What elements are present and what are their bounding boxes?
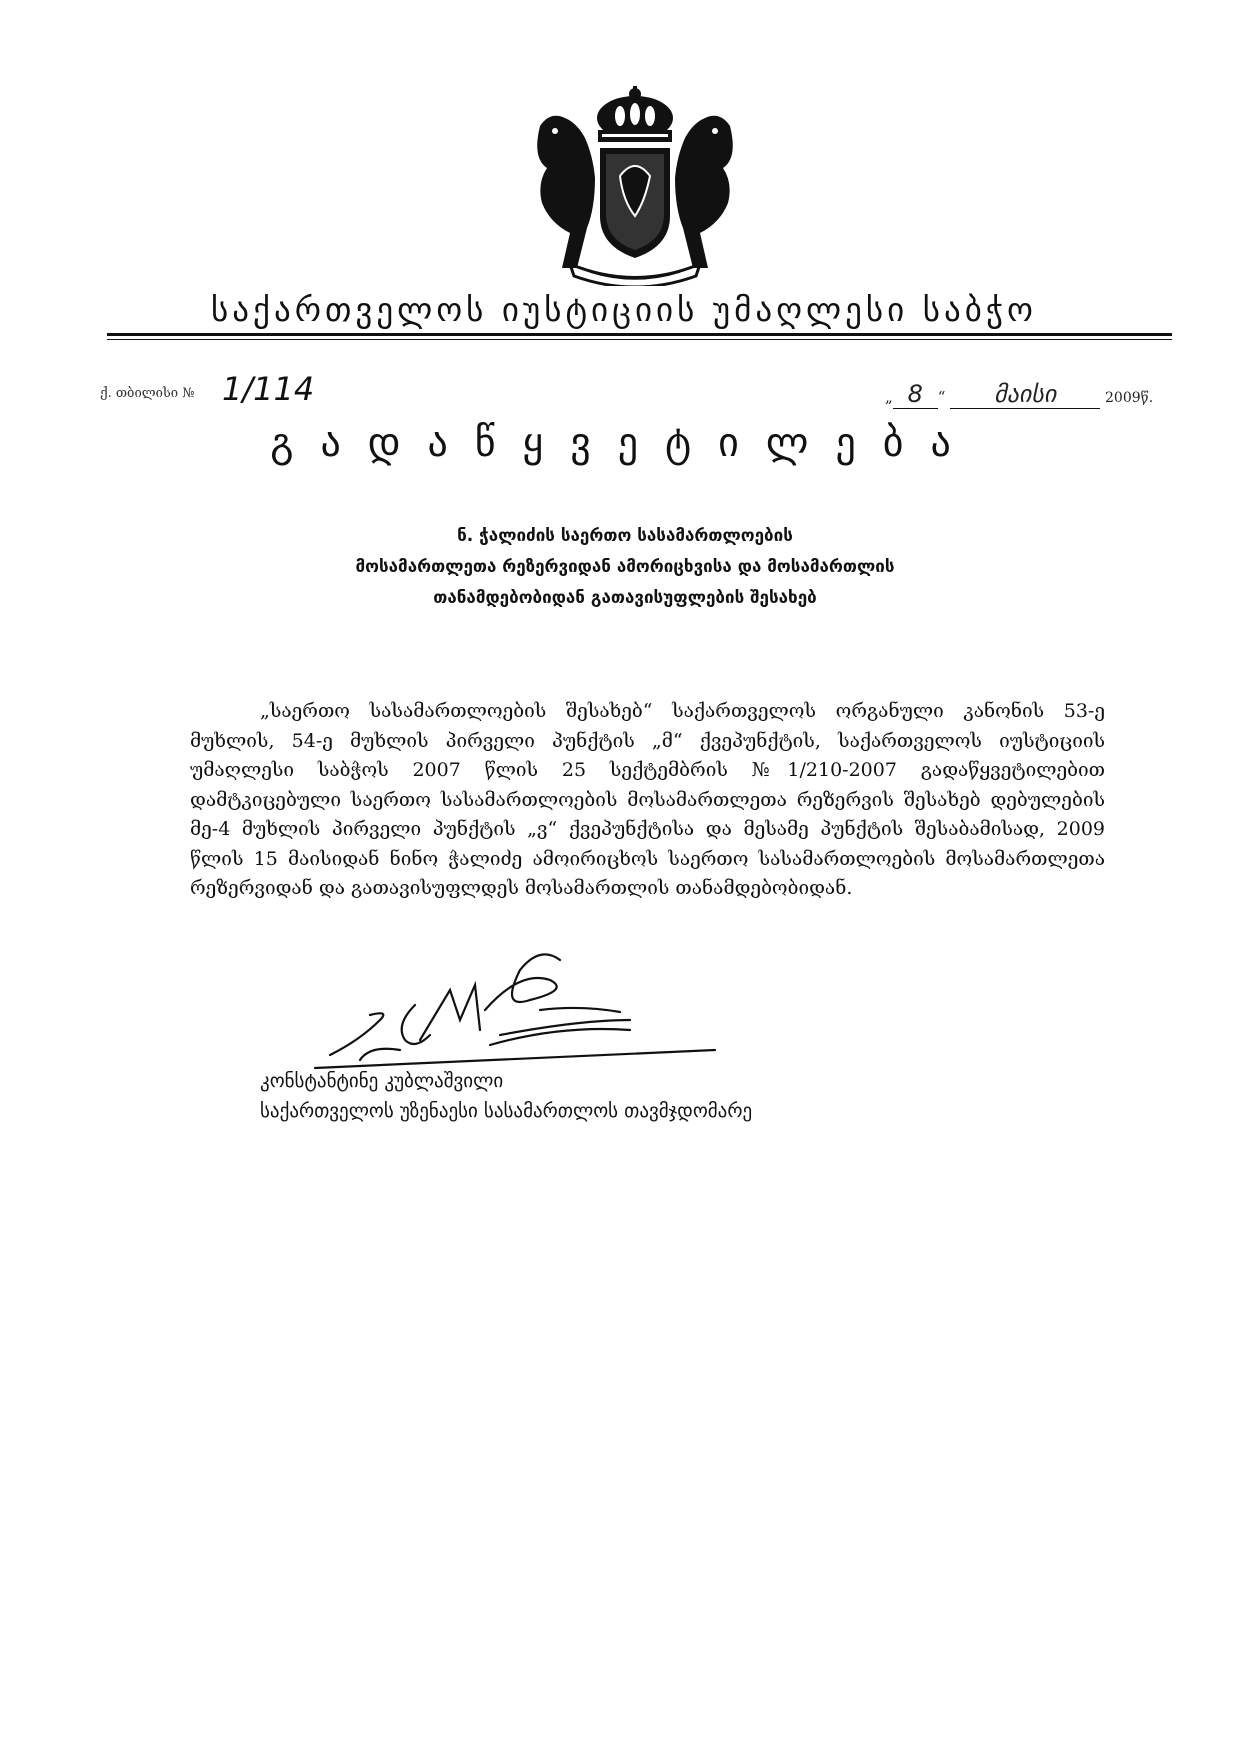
title-line: ნ. ჭალიძის საერთო სასამართლოების — [457, 526, 793, 546]
header-rule-thin — [107, 339, 1172, 340]
document-number: 1/114 — [222, 370, 315, 408]
body-paragraph: „საერთო სასამართლოების შესახებ“ საქართველოს ორგანული კანონის 53-ე მუხლის, 54-ე მუხლის პირველი პუნქტის „მ“ ქვეპუნქტის, საქართველოს იუსტიციის უმაღლესი საბჭოს 2007 წლის 25 სექტემბრის №1/210-2007 გადაწყვეტილებით დამტკიცებული საერთო სასამართლოების მოსამართლეთა რეზერვის შესახებ დებულების მე-4 მუხლის პირველი პუნქტის „ვ“ ქვეპუნქტისა და მესამე პუნქტის შესაბამისად, 2009 წლის 15 მაისიდან ნინო ჭალიძე ამოირიცხოს საერთო სასამართლოების მოსამართლეთა რეზერვიდან და გათავისუფლდეს მოსამართლის თანამდებობიდან. — [190, 700, 1105, 899]
number-label: ქ. თბილისი № — [100, 386, 195, 401]
title-line: თანამდებობიდან გათავისუფლების შესახებ — [433, 588, 817, 608]
document-type: გადაწყვეტილება — [270, 420, 978, 466]
date-year: 2009წ. — [1105, 390, 1154, 406]
document-date: „ 8 “ მაისი 2009წ. — [885, 380, 1154, 408]
date-day: 8 — [893, 380, 938, 409]
signatory-name: კონსტანტინე კუბლაშვილი — [260, 1070, 504, 1092]
coat-of-arms-icon — [520, 86, 750, 286]
organization-name: საქართველოს იუსტიციის უმაღლესი საბჭო — [211, 290, 1037, 329]
signatory-position: საქართველოს უზენაესი სასამართლოს თავმჯდომარე — [260, 1100, 753, 1122]
handwritten-signature — [300, 950, 720, 1070]
document-body — [190, 697, 1105, 904]
document-title — [200, 521, 1050, 614]
date-month: მაისი — [950, 380, 1100, 409]
title-line: მოსამართლეთა რეზერვიდან ამორიცხვისა და მოსამართლის — [355, 557, 895, 577]
header-rule — [107, 333, 1172, 336]
